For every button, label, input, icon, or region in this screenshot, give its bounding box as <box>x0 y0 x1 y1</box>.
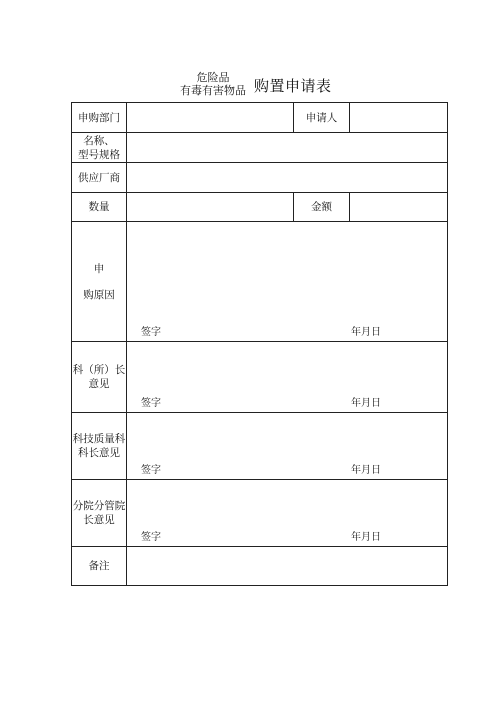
dept-field[interactable] <box>127 103 294 133</box>
reason-date-label: 年月日 <box>351 327 381 338</box>
section-chief-label-line1: 科（所）长 <box>72 364 126 376</box>
row-department <box>72 103 448 133</box>
reason-label-line1: 申 <box>93 262 105 275</box>
reason-label <box>72 222 127 342</box>
row-section-opinion <box>72 342 448 413</box>
applicant-field[interactable] <box>350 103 448 133</box>
item-category-stack <box>178 71 248 97</box>
remarks-field[interactable] <box>127 547 448 586</box>
row-tech-opinion <box>72 413 448 480</box>
reason-sign-label: 签字 <box>141 327 161 338</box>
branch-head-label <box>72 480 127 547</box>
branch-date-label: 年月日 <box>351 532 381 543</box>
tech-date-label: 年月日 <box>351 465 381 476</box>
amount-field[interactable] <box>350 193 448 222</box>
branch-head-label-line2: 长意见 <box>83 514 115 526</box>
document-title <box>0 71 500 101</box>
branch-head-label-line1: 分院分管院 <box>72 500 126 512</box>
tech-quality-label-line2: 科长意见 <box>78 447 120 459</box>
row-reason <box>72 222 448 342</box>
row-remarks <box>72 547 448 586</box>
branch-opinion-field[interactable] <box>127 480 448 547</box>
category-toxic: 有毒有害物品 <box>180 84 246 97</box>
tech-quality-label <box>72 413 127 480</box>
section-date-label: 年月日 <box>351 398 381 409</box>
section-opinion-field[interactable] <box>127 342 448 413</box>
category-hazardous: 危险品 <box>196 71 230 84</box>
section-sign-label: 签字 <box>141 398 161 409</box>
section-chief-label <box>72 342 127 413</box>
section-chief-label-line2: 意见 <box>88 378 110 390</box>
tech-sign-label: 签字 <box>141 465 161 476</box>
row-supplier <box>72 163 448 193</box>
tech-opinion-field[interactable] <box>127 413 448 480</box>
applicant-label: 申请人 <box>294 103 350 133</box>
quantity-field[interactable] <box>127 193 294 222</box>
quantity-label: 数量 <box>72 193 127 222</box>
row-quantity <box>72 193 448 222</box>
supplier-field[interactable] <box>127 163 448 193</box>
name-model-label <box>72 133 127 163</box>
name-model-label-line1: 名称、 <box>83 134 115 147</box>
reason-field[interactable] <box>127 222 448 342</box>
tech-quality-label-line1: 科技质量科 <box>72 433 126 445</box>
purchase-request-form <box>71 102 448 586</box>
form-title: 购置申请表 <box>254 77 332 95</box>
amount-label: 金额 <box>294 193 350 222</box>
branch-sign-label: 签字 <box>141 532 161 543</box>
name-model-field[interactable] <box>127 133 448 163</box>
row-branch-opinion <box>72 480 448 547</box>
name-model-label-line2: 型号规格 <box>78 148 120 161</box>
remarks-label: 备注 <box>72 547 127 586</box>
dept-label: 申购部门 <box>72 103 127 133</box>
reason-label-line2: 购原因 <box>83 288 115 301</box>
row-name-model <box>72 133 448 163</box>
supplier-label: 供应厂商 <box>72 163 127 193</box>
